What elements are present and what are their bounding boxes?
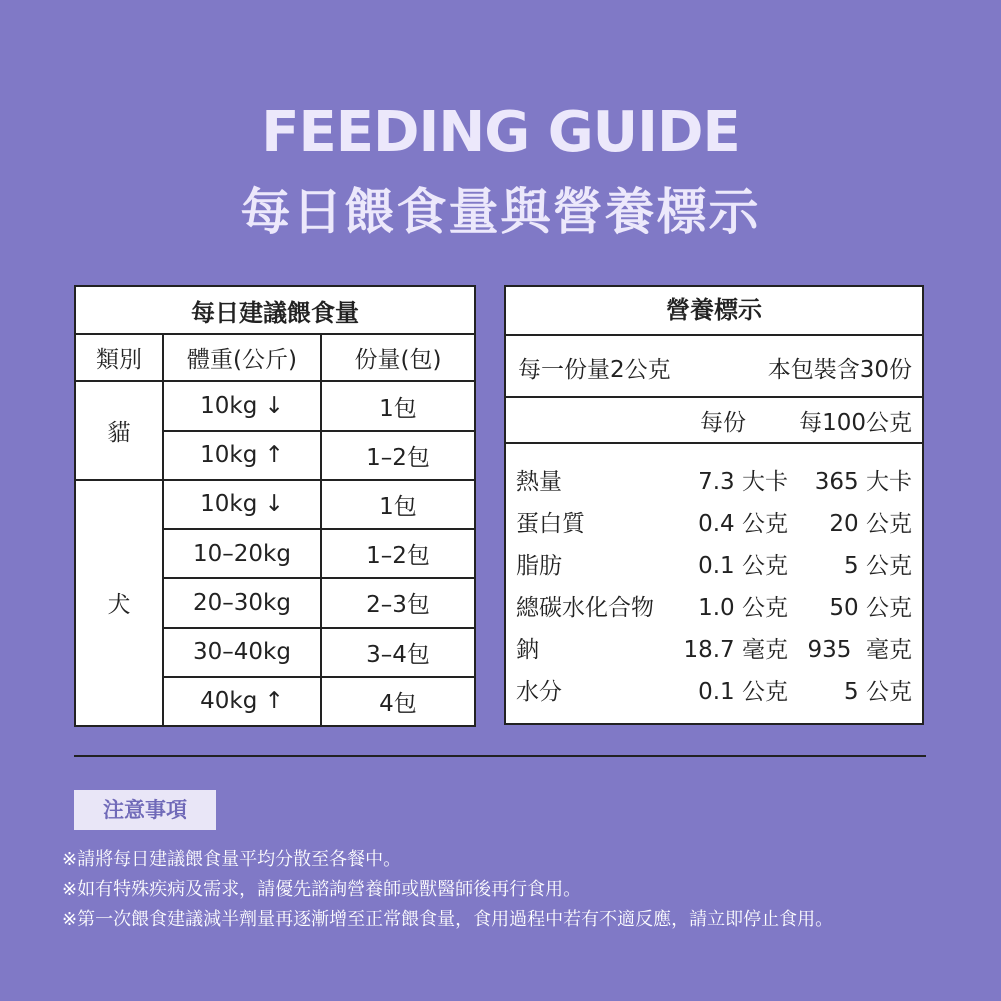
column-per-100g: 每100公克 (799, 410, 912, 436)
nutrition-title: 營養標示 (506, 287, 922, 336)
per-serving-value: 0.1 公克 (698, 679, 788, 705)
nutrition-row (506, 673, 922, 715)
per-serving-value: 0.4 公克 (698, 511, 788, 537)
serving-size: 每一份量2公克 (518, 357, 671, 383)
serving-info (506, 336, 922, 398)
weight-cell: 10–20kg (163, 529, 321, 578)
weight-cell: 10kg ↓ (163, 381, 321, 430)
column-header-category: 類別 (75, 334, 163, 381)
portion-cell: 1–2包 (321, 431, 475, 480)
title-english: FEEDING GUIDE (261, 100, 740, 165)
per-100g-value: 935 毫克 (807, 637, 912, 663)
per-serving-value: 0.1 公克 (698, 553, 788, 579)
portion-cell: 2–3包 (321, 578, 475, 627)
nutrient-name: 熱量 (516, 469, 562, 495)
per-serving-value: 7.3 大卡 (698, 469, 788, 495)
column-header-weight: 體重(公斤) (163, 334, 321, 381)
nutrition-row (506, 631, 922, 673)
per-100g-value: 5 公克 (844, 553, 912, 579)
nutrient-name: 鈉 (516, 637, 539, 663)
nutrient-name: 總碳水化合物 (516, 595, 654, 621)
portion-cell: 1–2包 (321, 529, 475, 578)
portion-cell: 1包 (321, 480, 475, 529)
feeding-table (74, 285, 476, 727)
notice-badge: 注意事項 (74, 790, 216, 830)
category-dog: 犬 (75, 480, 163, 726)
per-100g-value: 365 大卡 (814, 469, 912, 495)
nutrient-name: 蛋白質 (516, 511, 585, 537)
per-serving-value: 18.7 毫克 (683, 637, 788, 663)
weight-cell: 10kg ↑ (163, 431, 321, 480)
weight-cell: 10kg ↓ (163, 480, 321, 529)
weight-cell: 30–40kg (163, 628, 321, 677)
notice-list (62, 848, 962, 938)
portion-cell: 1包 (321, 381, 475, 430)
nutrition-row (506, 547, 922, 589)
category-cat: 貓 (75, 381, 163, 479)
per-serving-value: 1.0 公克 (698, 595, 788, 621)
per-100g-value: 20 公克 (829, 511, 912, 537)
notice-item: ※如有特殊疾病及需求，請優先諮詢營養師或獸醫師後再行食用。 (62, 879, 582, 900)
notice-item: ※請將每日建議餵食量平均分散至各餐中。 (62, 849, 402, 870)
nutrition-column-headers (506, 398, 922, 444)
nutrition-row (506, 505, 922, 547)
column-header-portion: 份量(包) (321, 334, 475, 381)
portion-cell: 4包 (321, 677, 475, 726)
nutrient-name: 水分 (516, 679, 562, 705)
per-100g-value: 5 公克 (844, 679, 912, 705)
nutrition-row (506, 589, 922, 631)
portion-cell: 3–4包 (321, 628, 475, 677)
nutrition-row (506, 463, 922, 505)
section-divider (74, 755, 926, 757)
feeding-table-title: 每日建議餵食量 (75, 286, 475, 334)
title-chinese: 每日餵食量與營養標示 (240, 183, 761, 241)
weight-cell: 40kg ↑ (163, 677, 321, 726)
column-per-serving: 每份 (700, 410, 746, 436)
notice-item: ※第一次餵食建議減半劑量再逐漸增至正常餵食量，食用過程中若有不適反應，請立即停止食用。 (62, 909, 834, 930)
weight-cell: 20–30kg (163, 578, 321, 627)
nutrient-name: 脂肪 (516, 553, 562, 579)
per-100g-value: 50 公克 (829, 595, 912, 621)
servings-per-pack: 本包裝含30份 (767, 357, 912, 383)
nutrition-panel (504, 285, 924, 725)
